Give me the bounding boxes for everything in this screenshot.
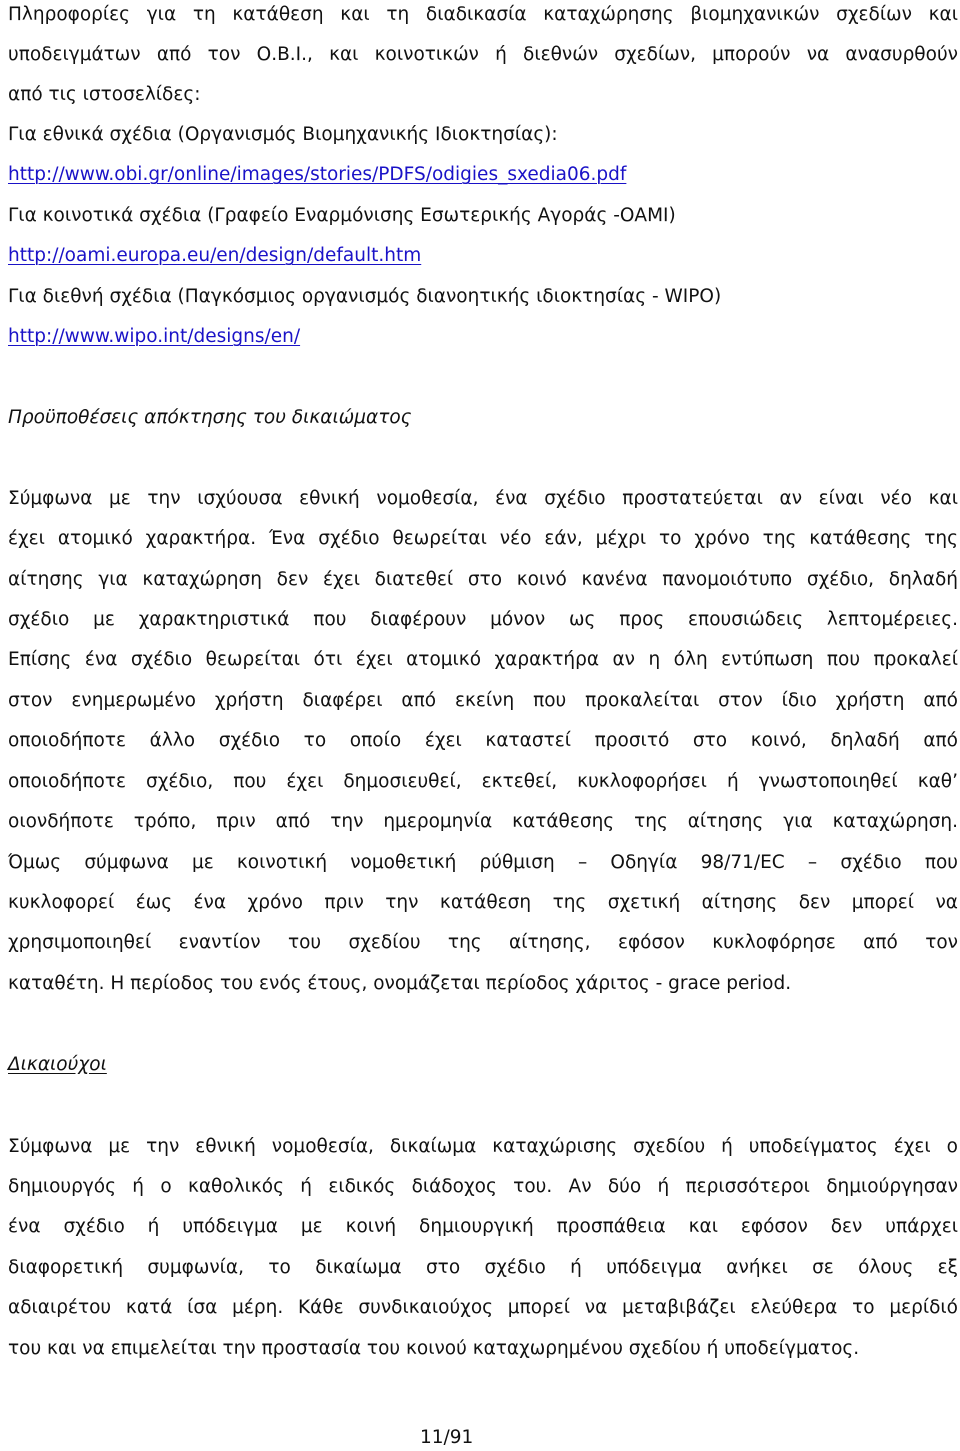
body-line: Επίσης ένα σχέδιο θεωρείται ότι έχει ατομικό χαρακτήρα αν η όλη εντύπωση που προκαλεί <box>8 649 958 670</box>
body-line: οιονδήποτε τρόπο, πριν από την ημερομηνία κατάθεσης της αίτησης για καταχώρηση. <box>8 811 958 832</box>
body-line: Σύμφωνα με την ισχύουσα εθνική νομοθεσία, ένα σχέδιο προστατεύεται αν είναι νέο και <box>8 488 958 509</box>
body-line: αδιαιρέτου κατά ίσα μέρη. Κάθε συνδικαιούχος μπορεί να μεταβιβάζει ελεύθερα το μερίδιό <box>8 1297 958 1318</box>
body-line: στον ενημερωμένο χρήστη διαφέρει από εκείνη που προκαλείται στον ίδιο χρήστη από <box>8 690 958 711</box>
source-link-community <box>8 243 421 269</box>
intro-line-1: Πληροφορίες για τη κατάθεση και τη διαδικασία καταχώρησης βιομηχανικών σχεδίων και <box>8 4 958 25</box>
body-line: έχει ατομικό χαρακτήρα. Ένα σχέδιο θεωρείται νέο εάν, μέχρι το χρόνο της κατάθεσης της <box>8 528 958 549</box>
body-line: διαφορετική συμφωνία, το δικαίωμα στο σχέδιο ή υπόδειγμα ανήκει σε όλους εξ <box>8 1257 958 1278</box>
body-line: Σύμφωνα με την εθνική νομοθεσία, δικαίωμα καταχώρισης σχεδίου ή υποδείγματος έχει ο <box>8 1136 958 1157</box>
source-link-international <box>8 324 300 350</box>
body-line: κυκλοφορεί έως ένα χρόνο πριν την κατάθεση της σχετική αίτησης δεν μπορεί να <box>8 892 958 913</box>
page-number: 11/91 <box>420 1427 474 1448</box>
section-heading-beneficiaries: Δικαιούχοι <box>8 1054 107 1075</box>
body-line: Όμως σύμφωνα με κοινοτική νομοθετική ρύθμιση – Οδηγία 98/71/EC – σχέδιο που <box>8 852 958 873</box>
document-page <box>8 0 958 1448</box>
body-line: δημιουργός ή ο καθολικός ή ειδικός διάδοχος του. Αν δύο ή περισσότεροι δημιούργησαν <box>8 1176 958 1197</box>
section-heading-requirements: Προϋποθέσεις απόκτησης του δικαιώματος <box>8 407 412 428</box>
body-line: αίτησης για καταχώρηση δεν έχει διατεθεί στο κοινό κανένα πανομοιότυπο σχέδιο, δηλαδή <box>8 569 958 590</box>
link-oami[interactable]: http://oami.europa.eu/en/design/default.htm <box>8 245 422 266</box>
source-label-community: Για κοινοτικά σχέδια (Γραφείο Εναρμόνισης Εσωτερικής Αγοράς -ΟΑΜΙ) <box>8 205 676 226</box>
link-wipo[interactable]: http://www.wipo.int/designs/en/ <box>8 326 301 347</box>
body-line: οποιοδήποτε άλλο σχέδιο το οποίο έχει καταστεί προσιτό στο κοινό, δηλαδή από <box>8 730 958 751</box>
link-obi[interactable]: http://www.obi.gr/online/images/stories/PDFS/odigies_sxedia06.pdf <box>8 164 627 185</box>
source-label-national: Για εθνικά σχέδια (Οργανισμός Βιομηχανικής Ιδιοκτησίας): <box>8 124 558 145</box>
body-line: καταθέτη. Η περίοδος του ενός έτους, ονομάζεται περίοδος χάριτος - grace period. <box>8 973 792 994</box>
body-line: ένα σχέδιο ή υπόδειγμα με κοινή δημιουργική προσπάθεια και εφόσον δεν υπάρχει <box>8 1216 958 1237</box>
intro-line-3: από τις ιστοσελίδες: <box>8 84 201 105</box>
body-line: του και να επιμελείται την προστασία του κοινού καταχωρημένου σχεδίου ή υποδείγματος. <box>8 1338 860 1359</box>
body-line: χρησιμοποιηθεί εναντίον του σχεδίου της αίτησης, εφόσον κυκλοφόρησε από τον <box>8 932 958 953</box>
intro-line-2: υποδειγμάτων από τον Ο.Β.Ι., και κοινοτικών ή διεθνών σχεδίων, μπορούν να ανασυρθούν <box>8 44 958 65</box>
source-link-national <box>8 162 626 188</box>
source-label-international: Για διεθνή σχέδια (Παγκόσμιος οργανισμός διανοητικής ιδιοκτησίας - WIPO) <box>8 286 722 307</box>
body-line: οποιοδήποτε σχέδιο, που έχει δημοσιευθεί, εκτεθεί, κυκλοφορήσει ή γνωστοποιηθεί καθ’ <box>8 771 958 792</box>
body-line: σχέδιο με χαρακτηριστικά που διαφέρουν μόνον ως προς επουσιώδεις λεπτομέρειες. <box>8 609 958 630</box>
